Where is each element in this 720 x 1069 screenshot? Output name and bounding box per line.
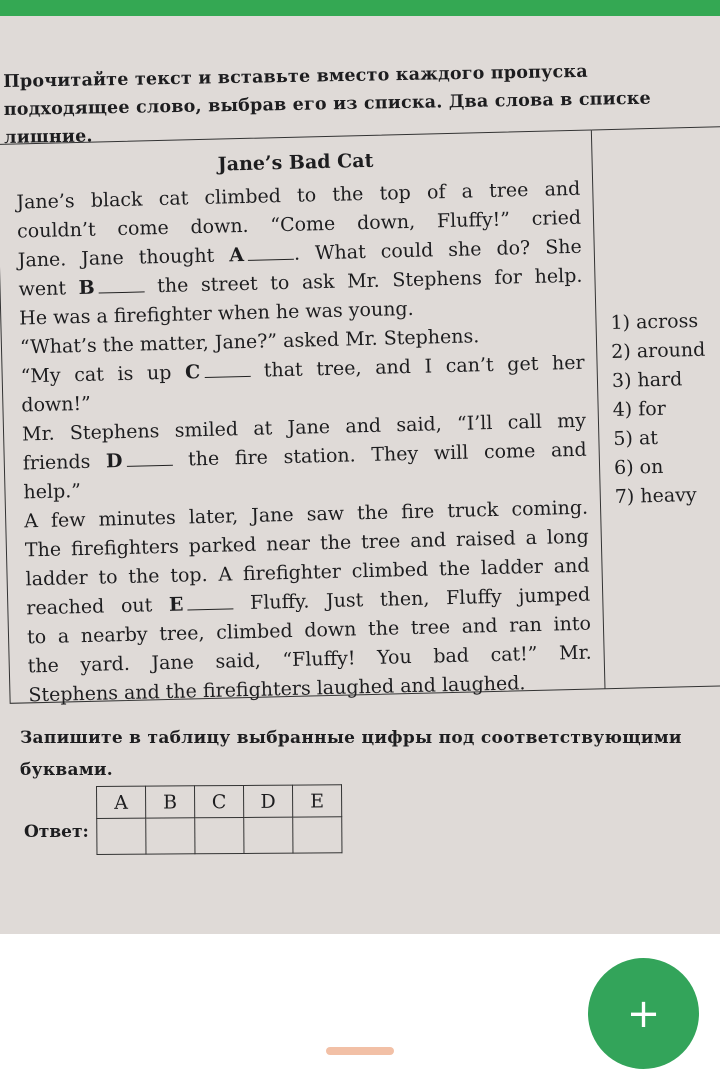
story-fragment: the fire station. They will come and [172, 438, 587, 471]
answer-column-header: E [292, 785, 341, 817]
word-option: 2) around [610, 338, 706, 364]
story-fragment: Mr. Stephens smiled at Jane and said, “I’ll call my [21, 409, 587, 446]
answer-cell [97, 818, 146, 854]
story-fragment: friends [22, 450, 107, 475]
word-option: 5) at [613, 426, 659, 451]
gap-letter: C [184, 361, 201, 384]
answer-column-header: A [97, 786, 146, 818]
answer-column-header: C [195, 785, 244, 817]
gap-letter: E [168, 593, 184, 616]
gap-blank [204, 362, 250, 378]
answer-column-header: D [243, 785, 292, 817]
story-box [0, 129, 606, 707]
story-text [16, 175, 593, 711]
gap-letter: A [228, 243, 245, 267]
story-fragment: that tree, and I can’t get her [249, 351, 585, 382]
story-fragment: Fluffy. Just then, Fluffy jumped [233, 583, 591, 615]
gap-letter: D [105, 450, 123, 473]
story-fragment: “My cat is up [20, 361, 186, 388]
top-status-bar [0, 0, 720, 16]
story-fragment: Stephens and the firefighters laughed and laughed. [28, 672, 526, 707]
answer-cell [146, 818, 195, 854]
story-fragment: A few minutes later, Jane saw the fire truck coming. [23, 496, 589, 533]
story-fragment: the yard. Jane said, “Fluffy! You bad cat!” Mr. [27, 641, 592, 678]
answer-instruction: Запишите в таблицу выбранные цифры под соответствующими буквами. [20, 728, 682, 780]
word-option: 3) hard [611, 368, 683, 393]
word-option: 6) on [613, 455, 664, 479]
story-fragment: went [18, 277, 79, 301]
word-options-list [610, 307, 709, 512]
story-fragment: help.” [23, 480, 82, 504]
story-fragment: He was a firefighter when he was young. [19, 297, 414, 330]
word-option: 7) heavy [614, 483, 697, 508]
story-fragment: ladder to the top. A firefighter climbed the ladder and [25, 554, 590, 591]
story-fragment: down!” [21, 392, 92, 417]
answer-label: Ответ: [24, 822, 89, 842]
story-fragment: to a nearby tree, climbed down the tree and ran into [26, 612, 592, 649]
story-frame [0, 126, 720, 706]
gap-letter: B [78, 276, 95, 300]
gap-blank [126, 451, 172, 467]
answer-cell [293, 817, 342, 853]
story-fragment: Jane’s black cat climbed to the top of a tree and [16, 177, 581, 214]
answer-cell [195, 817, 244, 853]
story-fragment: The firefighters parked near the tree and raised a long [24, 525, 590, 562]
word-option: 1) across [610, 309, 699, 335]
gap-blank [187, 594, 233, 610]
story-fragment: “What’s the matter, Jane?” asked Mr. Stephens. [19, 325, 480, 359]
bottom-handle [326, 1047, 394, 1055]
answer-cell [244, 817, 293, 853]
answer-column-header: B [146, 786, 195, 818]
story-title: Jane’s Bad Cat [217, 149, 374, 176]
story-fragment: reached out [26, 593, 170, 620]
story-fragment: . What could she do? She [293, 235, 582, 265]
gap-blank [248, 245, 294, 261]
story-fragment: couldn’t come down. “Come down, Fluffy!” cried [16, 206, 582, 243]
add-button[interactable]: + [588, 958, 699, 1069]
textbook-photo [0, 16, 720, 934]
word-option: 4) for [612, 397, 667, 422]
answer-table [96, 784, 342, 855]
story-fragment: Jane. Jane thought [17, 244, 230, 272]
task-instruction: Прочитайте текст и вставьте вместо каждого пропуска подходящее слово, выбрав его из списка. Два слова в списке лишние. [3, 61, 652, 148]
story-fragment: the street to ask Mr. Stephens for help. [144, 264, 583, 298]
gap-blank [98, 277, 144, 293]
